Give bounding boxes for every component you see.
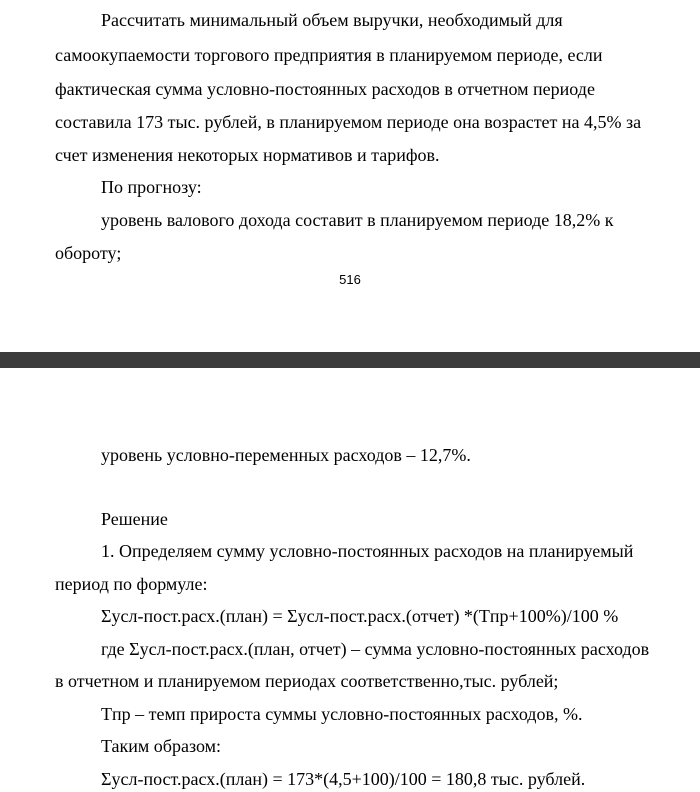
section-heading: Решение <box>101 509 168 529</box>
formula-line: Σусл-пост.расх.(план) = Σусл-пост.расх.(отчет) *(Tпр+100%)/100 % <box>101 606 619 626</box>
paragraph-line: Рассчитать минимальный объем выручки, необходимый для <box>101 10 563 30</box>
paragraph-line: фактическая сумма условно-постоянных расходов в отчетном периоде <box>55 79 595 99</box>
page-number: 516 <box>339 272 361 287</box>
paragraph-line: где Σусл-пост.расх.(план, отчет) – сумма условно-постоянных расходов <box>101 639 650 659</box>
paragraph-line: уровень условно-переменных расходов – 12,7%. <box>101 445 471 465</box>
paragraph-line: составила 173 тыс. рублей, в планируемом периоде она возрастет на 4,5% за <box>55 112 642 132</box>
paragraph-line: в отчетном и планируемом периодах соответственно,тыс. рублей; <box>55 671 559 691</box>
document-page-upper <box>0 0 700 352</box>
paragraph-line: уровень валового дохода составит в планируемом периоде 18,2% к <box>101 210 614 230</box>
paragraph-line: счет изменения некоторых нормативов и тарифов. <box>55 145 440 165</box>
paragraph-line: самоокупаемости торгового предприятия в планируемом периоде, если <box>55 45 603 65</box>
document-page-lower <box>0 368 700 792</box>
paragraph-line: 1. Определяем сумму условно-постоянных расходов на планируемый <box>101 541 634 561</box>
formula-line: Σусл-пост.расх.(план) = 173*(4,5+100)/100 = 180,8 тыс. рублей. <box>101 769 586 789</box>
paragraph-line: По прогнозу: <box>101 177 202 197</box>
paragraph-line: Таким образом: <box>101 736 222 756</box>
page-separator <box>0 352 700 368</box>
paragraph-line: период по формуле: <box>55 574 208 594</box>
paragraph-line: Tпр – темп прироста суммы условно-постоянных расходов, %. <box>101 704 583 724</box>
paragraph-line: обороту; <box>55 243 122 263</box>
